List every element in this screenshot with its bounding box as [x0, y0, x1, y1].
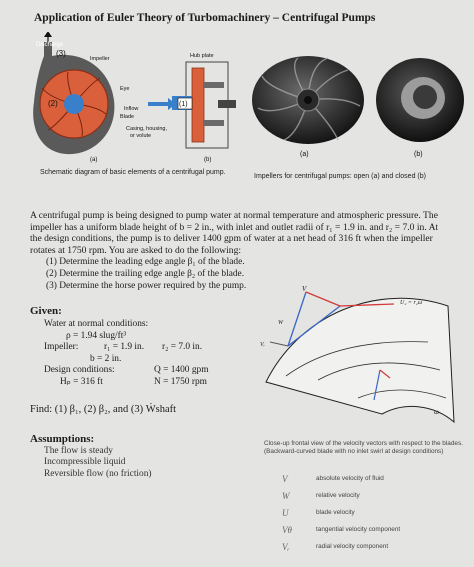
velocity-legend: [282, 470, 400, 555]
page-title: Application of Euler Theory of Turbomachinery – Centrifugal Pumps: [34, 12, 376, 24]
label-eye: Eye: [120, 86, 130, 92]
given-design-row: [44, 365, 209, 377]
legend-text: radial velocity component: [316, 543, 389, 550]
vector-label-v: V: [302, 285, 307, 293]
legend-symbol: V: [282, 473, 288, 484]
given-heading: Given:: [30, 305, 62, 317]
assumption-item: Reversible flow (no friction): [44, 468, 152, 479]
given-rho: ρ = 1.94 slug/ft³: [66, 330, 127, 341]
legend-symbol: Vᵣ: [282, 541, 290, 552]
legend-item: [282, 470, 400, 487]
vector-label-u2: U₂ = r₂ω: [400, 300, 423, 306]
velocity-vector-diagram: [258, 282, 470, 434]
impellers-caption: Impellers for centrifugal pumps: open (a) and closed (b): [254, 173, 426, 180]
legend-item: [282, 487, 400, 504]
discharge-arrowhead: [44, 32, 52, 37]
label-1: (1): [179, 101, 188, 108]
label-blade: Blade: [120, 114, 135, 120]
legend-item: [282, 521, 400, 538]
label-sub-a: (a): [90, 157, 98, 163]
photo-label-b: (b): [414, 151, 423, 158]
schematic-caption: Schematic diagram of basic elements of a centrifugal pump.: [40, 169, 226, 176]
assumptions-heading: Assumptions:: [30, 433, 95, 445]
inflow-arrow: [148, 98, 176, 110]
label-2: (2): [48, 99, 58, 108]
legend-text: tangential velocity component: [316, 526, 401, 533]
given-r2: r₂ = 7.0 in.: [162, 342, 203, 353]
given-q: Q = 1400 gpm: [154, 365, 209, 376]
label-3: (3): [56, 49, 66, 58]
legend-symbol: Vθ: [282, 524, 292, 535]
velocity-caption: Close-up frontal view of the velocity vectors with respect to the blades. (Backward-curved blade with no inlet swirl at design conditions): [264, 440, 463, 455]
label-casing: Casing, housing,: [126, 126, 167, 132]
legend-text: blade velocity: [316, 509, 355, 516]
label-sub-b: (b): [204, 157, 212, 163]
legend-symbol: U: [282, 507, 289, 518]
impeller-photos: [248, 36, 470, 160]
given-impeller-row: [44, 342, 209, 354]
label-discharge: Discharge: [36, 42, 64, 48]
closed-impeller-photo: [376, 58, 464, 142]
given-hp: Hₚ = 316 ft: [60, 376, 103, 387]
vector-label-vr: Vᵣ: [260, 342, 266, 348]
find-line: Find: (1) β₁, (2) β₂, and (3) Ẇshaft: [30, 404, 177, 415]
given-block: [44, 319, 209, 389]
label-impeller: Impeller: [90, 56, 110, 62]
label-volute: or volute: [130, 133, 152, 139]
given-water: Water at normal conditions:: [44, 319, 149, 329]
legend-item: [282, 538, 400, 555]
pump-schematic-diagram: [30, 32, 240, 167]
legend-text: relative velocity: [316, 492, 360, 499]
vector-label-w: W: [278, 320, 283, 326]
given-impeller-label: Impeller:: [44, 342, 79, 353]
impeller-sector: [266, 298, 454, 422]
given-b: b = 2 in.: [90, 353, 122, 364]
velocity-vector-u: [306, 292, 340, 306]
task-item: (1) Determine the leading edge angle β₁ of the blade.: [46, 257, 245, 267]
task-item: (2) Determine the trailing edge angle β₂ of the blade.: [46, 268, 245, 279]
assumptions-list: [44, 446, 152, 480]
photo-label-a: (a): [300, 151, 309, 158]
assumption-item: Incompressible liquid: [44, 457, 126, 468]
given-head-row: [44, 377, 209, 389]
vector-label-omega: ω: [434, 408, 439, 416]
assumption-item: The flow is steady: [44, 446, 113, 456]
radial-component: [270, 342, 288, 346]
task-item: (3) Determine the horse power required by the pump.: [46, 280, 247, 291]
legend-symbol: W: [282, 490, 290, 501]
eye-circle: [64, 94, 84, 114]
given-n: N = 1750 rpm: [154, 376, 207, 387]
task-list: [46, 257, 246, 292]
legend-item: [282, 504, 400, 521]
given-design-label: Design conditions:: [44, 365, 115, 376]
open-impeller-photo: [252, 56, 364, 144]
problem-statement: A centrifugal pump is being designed to pump water at normal temperature and atmospheric pressure. The impeller has a uniform blade height of b = 2 in., with inlet and outlet radii of r₁ = 1.9 in. and r₂ = 7.0 in. At the design conditions, the pump is to deliver 1400 gpm of water at a net head of 316 ft when the impeller rotates at 1750 rpm. You are asked to do the following:: [30, 210, 439, 256]
label-hub-plate: Hub plate: [190, 53, 214, 59]
given-r1: r₁ = 1.9 in.: [104, 342, 145, 353]
label-inflow: Inflow: [124, 106, 139, 112]
legend-text: absolute velocity of fluid: [316, 475, 384, 482]
